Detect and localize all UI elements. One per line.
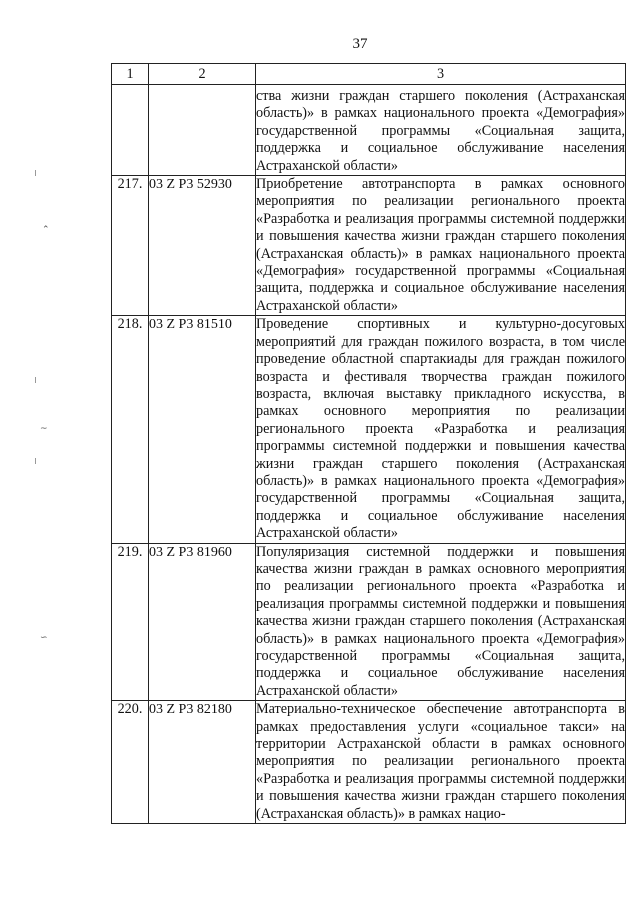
row-code: 03 Z P3 82180: [149, 701, 256, 824]
row-description: Приобретение автотранспорта в рамках основного мероприятия по реализации регионального проекта «Разработка и реализация программы системной поддержки и повышения качества жизни граждан старшего поколения (Астраханская область)» в рамках национального проекта «Демография» государственной программы «Социальная защита, поддержка и социальное обслуживание населения Астраханской области»: [256, 176, 625, 314]
table-row: [112, 701, 626, 824]
table-row: [112, 176, 626, 316]
page-number: 37: [352, 36, 368, 52]
column-header: 3: [256, 64, 626, 85]
scan-tick: [35, 377, 36, 383]
table-row: [112, 85, 626, 176]
row-code: [149, 85, 256, 176]
row-code: 03 Z P3 81510: [149, 316, 256, 543]
scan-mark-icon: ∽: [40, 633, 48, 643]
budget-classification-table: [111, 63, 626, 824]
row-code: 03 Z P3 81960: [149, 543, 256, 701]
scan-mark-icon: ⌃: [42, 225, 50, 235]
row-number: 220.: [112, 701, 149, 824]
scan-mark-icon: ~: [40, 424, 48, 434]
scan-tick: [35, 458, 36, 464]
scan-tick: [35, 170, 36, 176]
row-description: Проведение спортивных и культурно-досуговых мероприятий для граждан пожилого возраста, в том числе проведение областной спартакиады для граждан пожилого возраста и фестиваля творчества граждан пожилого возраста, включая выставку прикладного искусства, в рамках основного мероприятия по реализации регионального проекта «Разработка и реализация программы системной поддержки и повышения качества жизни граждан старшего поколения (Астраханская область)» в рамках национального проекта «Демография» государственной программы «Социальная защита, поддержка и социальное обслуживание населения Астраханской области»: [256, 316, 625, 542]
column-header: 1: [112, 64, 149, 85]
row-number: [112, 85, 149, 176]
table-row: [112, 316, 626, 543]
row-number: 217.: [112, 176, 149, 316]
row-description: Материально-техническое обеспечение автотранспорта в рамках предоставления услуги «социальное такси» на территории Астраханской области в рамках основного мероприятия по реализации регионального проекта «Разработка и реализация программы системной поддержки и повышения качества жизни граждан старшего поколения (Астраханская область)» в рамках нацио-: [256, 701, 625, 822]
row-number: 218.: [112, 316, 149, 543]
table-header-row: [112, 64, 626, 85]
column-header: 2: [149, 64, 256, 85]
table-row: [112, 543, 626, 701]
row-number: 219.: [112, 543, 149, 701]
row-code: 03 Z P3 52930: [149, 176, 256, 316]
row-description: Популяризация системной поддержки и повышения качества жизни граждан в рамках основного мероприятия по реализации регионального проекта «Разработка и реализация программы системной поддержки и повышения качества жизни граждан старшего поколения (Астраханская область)» в рамках национального проекта «Демография» государственной программы «Социальная защита, поддержка и социальное обслуживание населения Астраханской области»: [256, 543, 625, 699]
row-description: ства жизни граждан старшего поколения (Астраханская область)» в рамках национального проекта «Демография» государственной программы «Социальная защита, поддержка и социальное обслуживание населения Астраханской области»: [256, 85, 626, 176]
